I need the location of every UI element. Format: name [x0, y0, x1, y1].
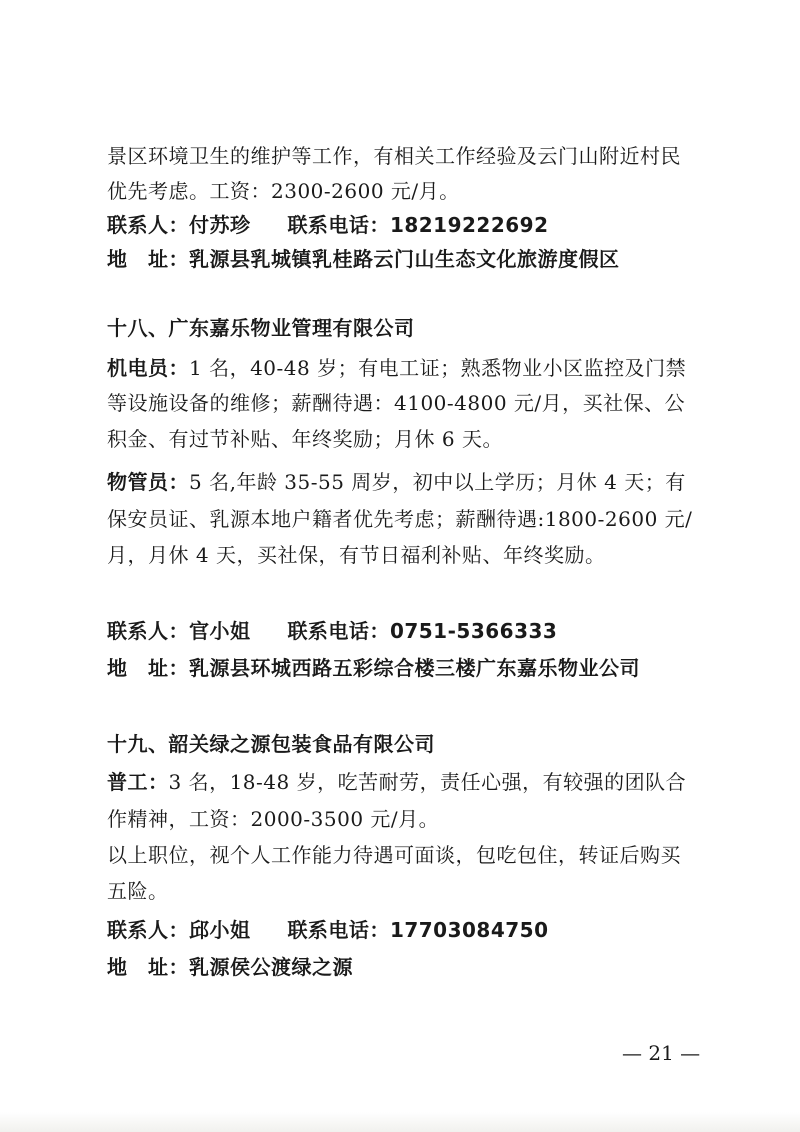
job-title: 普工： [107, 770, 169, 794]
intro-line-2: 优先考虑。工资：2300-2600 元/月。 [107, 179, 460, 203]
intro-line-1: 景区环境卫生的维护等工作，有相关工作经验及云门山附近村民 [107, 144, 681, 168]
phone-label: 联系电话： [287, 213, 390, 237]
phone-number: 17703084750 [389, 918, 549, 942]
company-18-job-1-line-3: 积金、有过节补贴、年终奖励；月休 6 天。 [107, 427, 503, 451]
job-title: 物管员： [107, 470, 189, 494]
company-18-address-row [107, 655, 640, 681]
company-19-note-line-2: 五险。 [107, 879, 169, 903]
contact-name: 付苏珍 [189, 213, 251, 237]
company-18-job-1-line-2: 等设施设备的维修；薪酬待遇：4100-4800 元/月，买社保、公 [107, 391, 686, 415]
phone-number: 18219222692 [389, 213, 549, 237]
contact-label: 联系人： [107, 918, 189, 942]
contact-name: 邱小姐 [189, 918, 251, 942]
company-19-heading: 十九、韶关绿之源包装食品有限公司 [107, 732, 435, 756]
company-19-job-1-line-1 [107, 769, 686, 795]
job-desc: 5 名,年龄 35-55 周岁，初中以上学历；月休 4 天；有 [189, 470, 686, 494]
company-19-job-1-line-2: 作精神，工资：2000-3500 元/月。 [107, 807, 440, 831]
company-19-address-row [107, 954, 353, 980]
company-18-job-1-line-1 [107, 355, 686, 381]
intro-contact-row [107, 212, 549, 238]
company-18-contact-row [107, 618, 557, 644]
address-label: 地 址： [107, 247, 189, 271]
page-number: — 21 — [622, 1041, 701, 1065]
intro-address-row [107, 246, 620, 272]
address-text: 乳源县环城西路五彩综合楼三楼广东嘉乐物业公司 [189, 656, 640, 680]
address-text: 乳源县乳城镇乳桂路云门山生态文化旅游度假区 [189, 247, 620, 271]
phone-number: 0751-5366333 [389, 619, 558, 643]
phone-label: 联系电话： [287, 619, 390, 643]
company-19-note-line-1: 以上职位，视个人工作能力待遇可面谈，包吃包住，转证后购买 [107, 843, 681, 867]
company-18-job-2-line-3: 月，月休 4 天，买社保，有节日福利补贴、年终奖励。 [107, 543, 606, 567]
job-desc: 3 名，18-48 岁，吃苦耐劳，责任心强，有较强的团队合 [168, 770, 687, 794]
company-18-job-2-line-2: 保安员证、乳源本地户籍者优先考虑；薪酬待遇:1800-2600 元/ [107, 507, 693, 531]
job-title: 机电员： [107, 356, 189, 380]
contact-label: 联系人： [107, 213, 189, 237]
company-18-job-2-line-1 [107, 469, 686, 495]
address-label: 地 址： [107, 656, 189, 680]
job-desc: 1 名，40-48 岁；有电工证；熟悉物业小区监控及门禁 [189, 356, 687, 380]
address-label: 地 址： [107, 955, 189, 979]
company-18-heading: 十八、广东嘉乐物业管理有限公司 [107, 316, 415, 340]
phone-label: 联系电话： [287, 918, 390, 942]
contact-label: 联系人： [107, 619, 189, 643]
contact-name: 官小姐 [189, 619, 251, 643]
company-19-contact-row [107, 917, 549, 943]
scan-edge [0, 1112, 800, 1132]
address-text: 乳源侯公渡绿之源 [189, 955, 353, 979]
